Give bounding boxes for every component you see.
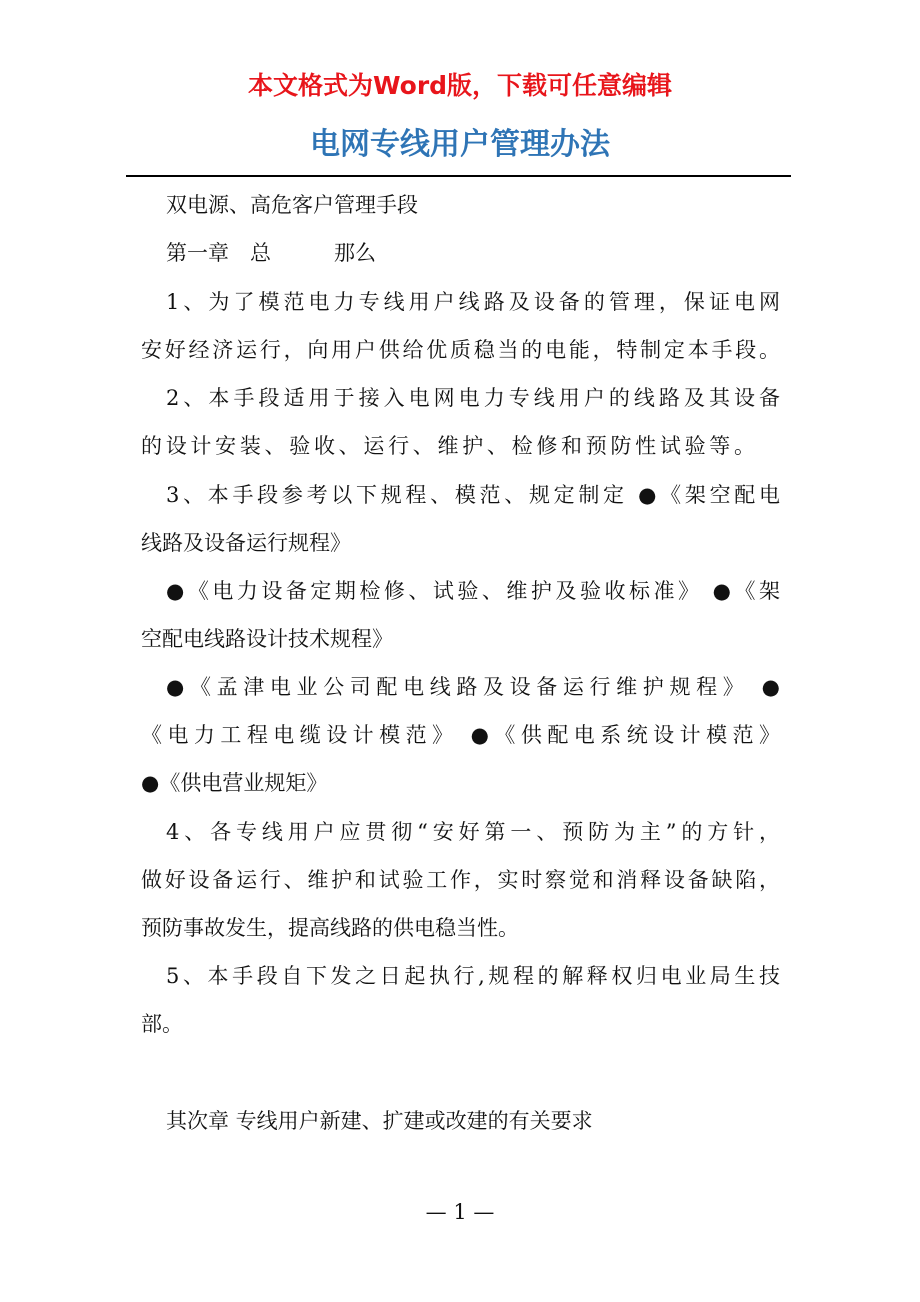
paragraph-line: [0, 380, 920, 416]
paragraph-line: [0, 1006, 920, 1042]
word-format-banner: 本文格式为Word版，下载可任意编辑: [247, 71, 673, 100]
chapter-one-heading: [0, 235, 920, 271]
article-1-line-1: 1、为了模范电力专线用户线路及设备的管理，保证电网: [166, 290, 780, 314]
reference-line-2: 空配电线路设计技术规程》: [141, 627, 393, 651]
reference-line-3: ●《孟津电业公司配电线路及设备运行维护规程》 ●: [166, 675, 780, 699]
article-4-line-2: 做好设备运行、维护和试验工作，实时察觉和消释设备缺陷，: [141, 868, 780, 892]
reference-line-4: 《电力工程电缆设计模范》 ●《供配电系统设计模范》: [141, 723, 780, 747]
paragraph-line: [0, 958, 920, 994]
article-5-line-2: 部。: [141, 1012, 183, 1036]
paragraph-line: [0, 910, 920, 946]
paragraph-line: [0, 525, 920, 561]
paragraph-line: [0, 717, 920, 753]
article-2-line-1: 2、本手段适用于接入电网电力专线用户的线路及其设备: [166, 386, 780, 410]
article-3-line-1: 3、本手段参考以下规程、模范、规定制定 ●《架空配电: [166, 483, 780, 507]
paragraph-line: [0, 669, 920, 705]
paragraph-line: [0, 332, 920, 368]
paragraph-line: [0, 621, 920, 657]
chapter-two-text: 其次章 专线用户新建、扩建或改建的有关要求: [166, 1109, 593, 1133]
article-1-line-2: 安好经济运行，向用户供给优质稳当的电能，特制定本手段。: [141, 338, 780, 362]
document-title: 电网专线用户管理办法: [310, 127, 610, 162]
paragraph-line: [0, 573, 920, 609]
paragraph-line: [0, 814, 920, 850]
paragraph-line: [0, 765, 920, 801]
paragraph-line: [0, 862, 920, 898]
paragraph-line: [0, 284, 920, 320]
chapter-two-heading: [0, 1103, 920, 1139]
article-4-line-1: 4、各专线用户应贯彻“安好第一、预防为主”的方针，: [166, 820, 780, 844]
header-divider: [126, 175, 791, 177]
paragraph-line: [0, 477, 920, 513]
paragraph-line: [0, 428, 920, 464]
article-2-line-2: 的设计安装、验收、运行、维护、检修和预防性试验等。: [141, 434, 755, 458]
chapter-one-text: 第一章 总 那么: [166, 241, 376, 265]
article-5-line-1: 5、本手段自下发之日起执行,规程的解释权归电业局生技: [166, 964, 780, 988]
reference-line-5: ●《供电营业规矩》: [141, 771, 328, 795]
reference-line-1: ●《电力设备定期检修、试验、维护及验收标准》 ●《架: [166, 579, 780, 603]
subtitle-line: [0, 187, 920, 223]
subtitle-text: 双电源、高危客户管理手段: [166, 193, 418, 217]
article-3-line-2: 线路及设备运行规程》: [141, 531, 351, 555]
page-number: — 1 —: [425, 1200, 495, 1224]
article-4-line-3: 预防事故发生，提高线路的供电稳当性。: [141, 916, 519, 940]
